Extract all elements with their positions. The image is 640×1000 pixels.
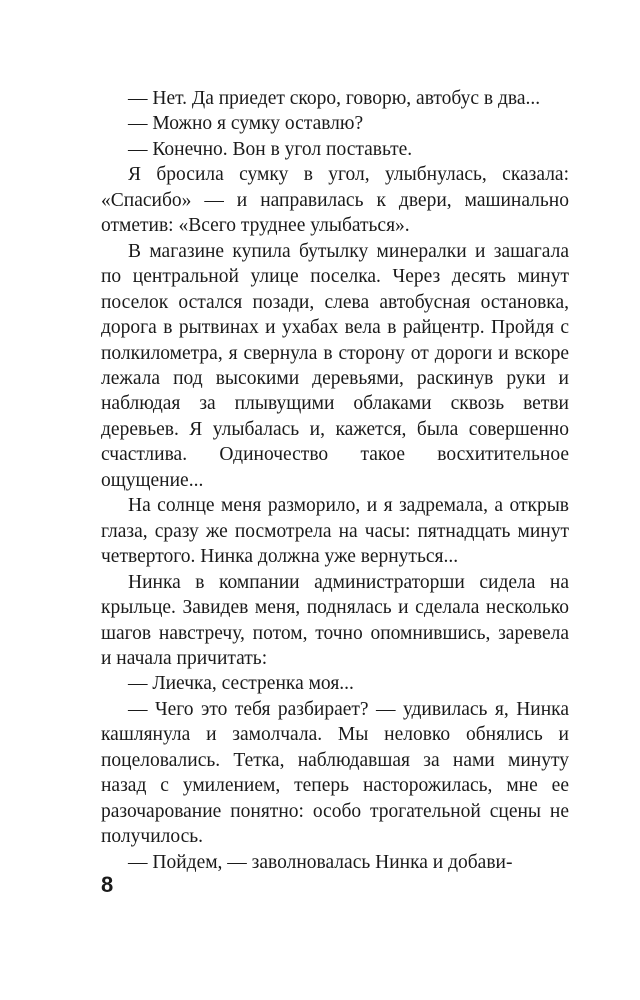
page-number: 8 [101,872,114,897]
paragraph-5: В магазине купила бутылку минералки и зашагала по центральной улице поселка. Через десять минут поселок остался позади, слева автобусная остановка, дорога в рытвинах и ухабах вела в райцентр. Пройдя с полкилометра, я свернула в сторону от дороги и вскоре лежала под высокими деревьями, раскинув руки и наблюдая за плывущими облаками сквозь ветви деревьев. Я улыбалась и, кажется, была совершенно счастлива. Одиночество такое восхитительное ощущение... [101,240,569,491]
paragraph-10: — Пойдем, — заволновалась Нинка и добави- [128,851,513,873]
paragraph-6: На солнце меня разморило, и я задремала, а открыв глаза, сразу же посмотрела на часы: пятнадцать минут четвертого. Нинка должна уже вернуться... [101,495,569,568]
body-text [101,86,569,875]
paragraph-9: — Чего это тебя разбирает? — удивилась я, Нинка кашлянула и замолчала. Мы неловко обнялись и поцеловались. Тетка, наблюдавшая за нами минуту назад с умилением, теперь насторожилась, мне ее разочарование понятно: особо трогательной сцены не получилось. [101,698,569,848]
paragraph-3: — Конечно. Вон в угол поставьте. [128,138,413,160]
paragraph-1: — Нет. Да приедет скоро, говорю, автобус в два... [128,88,541,109]
paragraph-4: Я бросила сумку в угол, улыбнулась, сказала: «Спасибо» — и направилась к двери, машинально отметив: «Всего труднее улыбаться». [101,164,569,237]
paragraph-8: — Лиечка, сестренка моя... [128,673,354,695]
paragraph-7: Нинка в компании администраторши сидела на крыльце. Завидев меня, поднялась и сделала несколько шагов навстречу, потом, точно опомнившись, заревела и начала причитать: [101,571,569,669]
paragraph-2: — Можно я сумку оставлю? [128,113,364,135]
